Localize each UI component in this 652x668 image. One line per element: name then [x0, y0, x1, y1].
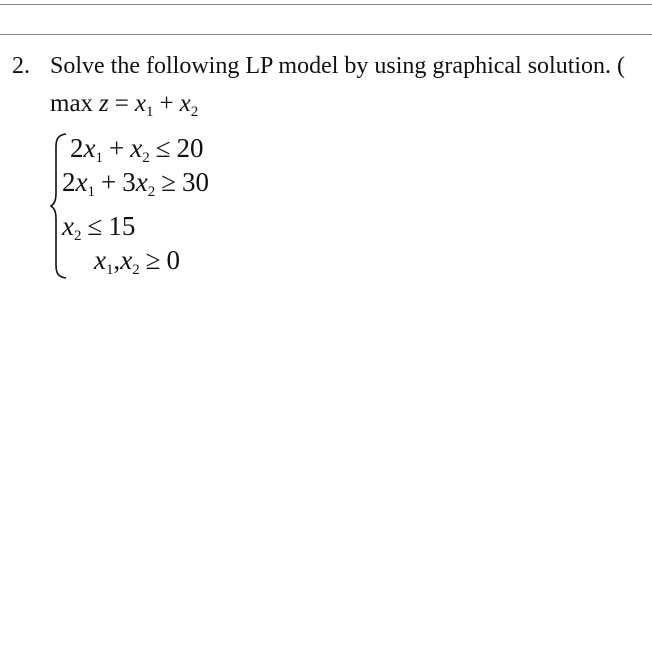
c1-sub1: 1 [95, 150, 103, 166]
constraint-3 [62, 210, 135, 242]
constraint-1 [70, 132, 204, 164]
constraint-4 [94, 244, 180, 276]
objective-z: z [99, 90, 109, 117]
c1-coef1: 2 [70, 133, 84, 163]
c2-coef2: 3 [122, 167, 136, 197]
c2-rhs: 30 [182, 167, 210, 197]
constraint-brace [50, 133, 68, 279]
c2-plus: + [100, 167, 117, 197]
problem-text: Solve the following LP model by using graphical solution. ( [50, 53, 626, 79]
objective-x1-var: x [134, 90, 146, 117]
c4-relation: ≥ [145, 245, 161, 275]
c2-var2: x [135, 167, 148, 197]
objective-max: max [50, 90, 94, 117]
c4-sub1: 1 [105, 262, 114, 278]
c1-var1: x [83, 133, 96, 163]
objective-equals: = [114, 90, 129, 117]
c1-relation: ≤ [155, 133, 171, 163]
c2-sub2: 2 [147, 184, 156, 200]
c1-sub2: 2 [142, 150, 150, 166]
c2-coef1: 2 [62, 167, 76, 197]
objective-x2-var: x [179, 90, 191, 117]
c1-rhs: 20 [176, 133, 204, 163]
c2-sub1: 1 [87, 184, 95, 200]
c3-rhs: 15 [108, 211, 136, 241]
top-divider [0, 4, 652, 5]
section-divider [0, 34, 652, 35]
c3-relation: ≤ [87, 211, 103, 241]
c4-rhs: 0 [166, 245, 181, 275]
objective-function [50, 88, 198, 120]
objective-x1-sub: 1 [146, 104, 154, 120]
c4-var1: x [94, 245, 106, 275]
c1-plus: + [108, 133, 125, 163]
objective-plus: + [159, 90, 174, 117]
c2-relation: ≥ [161, 167, 177, 197]
objective-x2-sub: 2 [190, 104, 199, 120]
constraint-2 [62, 166, 209, 198]
c3-sub: 2 [73, 228, 82, 244]
problem-statement [12, 50, 625, 82]
c2-var1: x [75, 167, 88, 197]
c1-var2: x [130, 133, 143, 163]
c3-var: x [62, 211, 74, 241]
c4-sub2: 2 [132, 262, 140, 278]
c4-var2: x [120, 245, 133, 275]
problem-number: 2. [12, 53, 30, 79]
c4-comma: , [113, 245, 121, 275]
